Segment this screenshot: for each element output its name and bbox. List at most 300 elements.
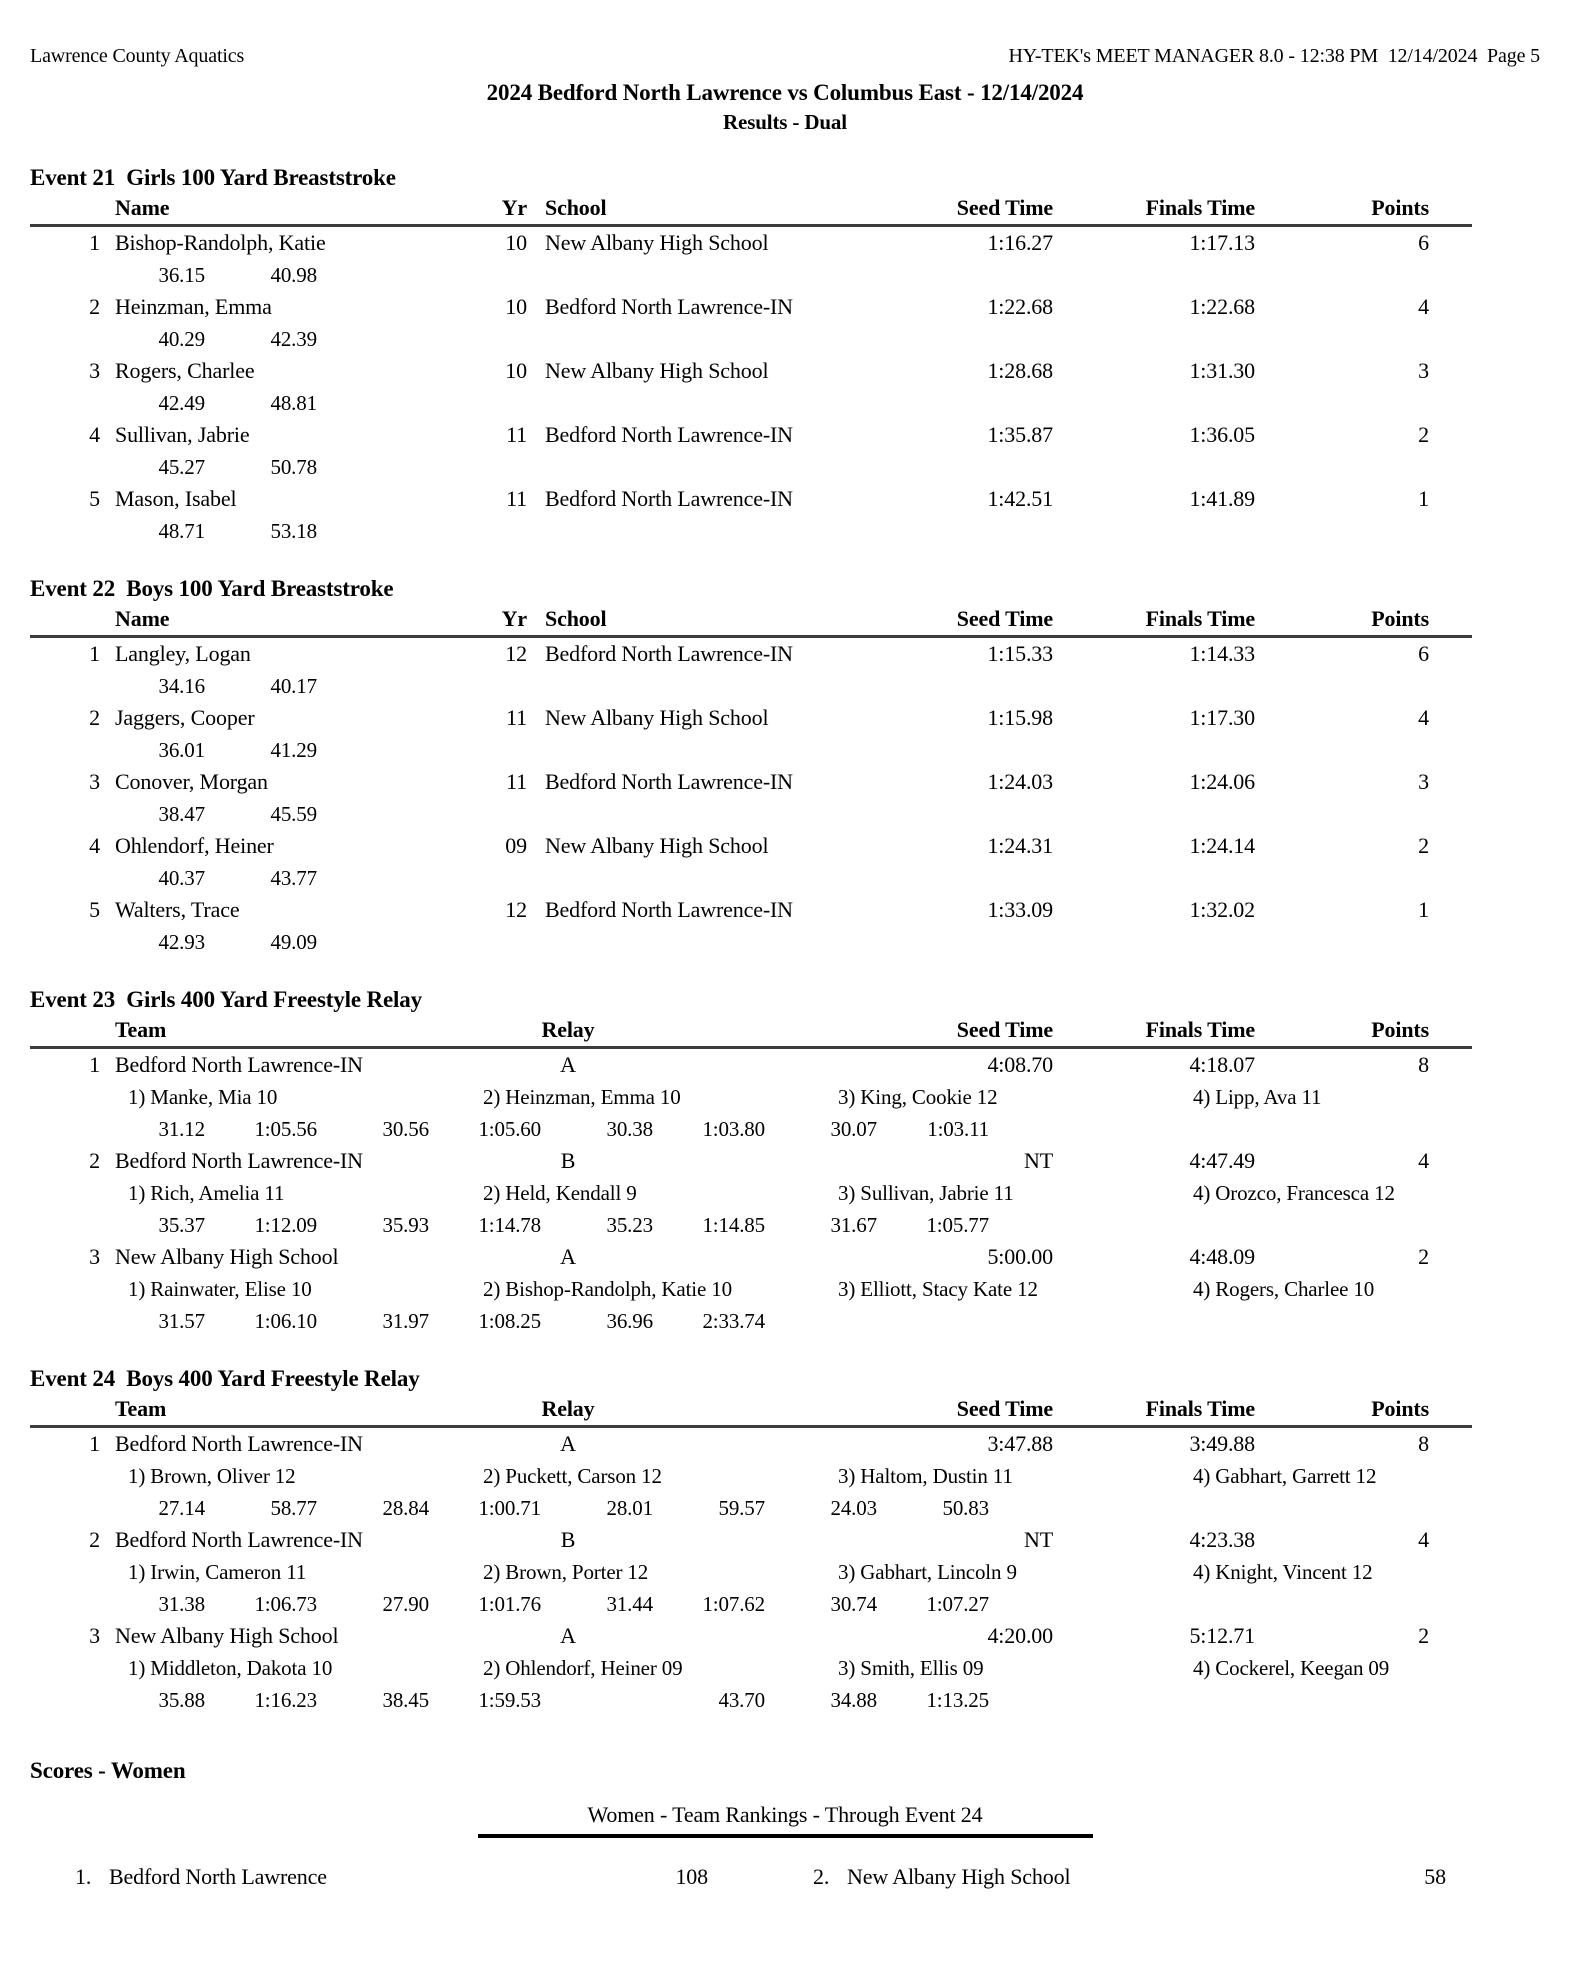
place-number: 2 [89, 705, 100, 730]
school-name: New Albany High School [545, 358, 769, 383]
header-school: School [545, 606, 607, 631]
relay-letter: B [560, 1148, 576, 1173]
split-time: 42.49 [158, 391, 205, 415]
event-title: Event 21 Girls 100 Yard Breaststroke [30, 165, 396, 190]
relay-letter: B [560, 1527, 576, 1552]
split-time: 1:03.80 [702, 1117, 765, 1141]
seed-time: 5:00.00 [987, 1244, 1053, 1269]
header-name: Name [115, 195, 170, 220]
split-time: 31.97 [382, 1309, 429, 1333]
split-time: 50.83 [942, 1496, 989, 1520]
relay-letter: A [560, 1052, 576, 1077]
finals-time: 1:36.05 [1189, 422, 1255, 447]
split-times-row [115, 798, 1540, 830]
split-time: 1:05.77 [926, 1213, 989, 1237]
place-number: 1 [89, 641, 100, 666]
swimmer-name: Heinzman, Emma [115, 294, 272, 319]
header-finals-time: Finals Time [1145, 1396, 1255, 1421]
result-row [30, 483, 1540, 547]
result-main-row [30, 1049, 1540, 1081]
swimmer-year: 11 [506, 769, 527, 794]
relay-swimmer: 3) King, Cookie 12 [838, 1085, 998, 1109]
result-row [30, 227, 1540, 291]
place-number: 2 [89, 1148, 100, 1173]
header-points: Points [1371, 1396, 1429, 1421]
points-value: 1 [1418, 486, 1429, 511]
split-time: 41.29 [270, 738, 317, 762]
relay-swimmer: 2) Held, Kendall 9 [483, 1181, 637, 1205]
relay-swimmer: 1) Manke, Mia 10 [128, 1085, 278, 1109]
split-time: 43.70 [718, 1688, 765, 1712]
finals-time: 4:47.49 [1189, 1148, 1255, 1173]
header-relay: Relay [541, 1396, 595, 1421]
split-time: 30.74 [830, 1592, 877, 1616]
place-number: 3 [89, 1244, 100, 1269]
result-main-row [30, 355, 1540, 387]
split-time: 1:01.76 [478, 1592, 541, 1616]
swimmer-year: 10 [505, 230, 527, 255]
finals-time: 1:41.89 [1189, 486, 1255, 511]
split-time: 38.45 [382, 1688, 429, 1712]
relay-result-row [30, 1428, 1540, 1524]
split-time: 35.93 [382, 1213, 429, 1237]
school-name: Bedford North Lawrence-IN [545, 294, 793, 319]
place-number: 1 [89, 1052, 100, 1077]
finals-time: 1:32.02 [1189, 897, 1255, 922]
points-value: 6 [1418, 230, 1429, 255]
event-title: Event 22 Boys 100 Yard Breaststroke [30, 576, 394, 601]
relay-swimmer: 4) Orozco, Francesca 12 [1193, 1181, 1395, 1205]
relay-swimmers-row [128, 1273, 1540, 1305]
points-value: 2 [1418, 1623, 1429, 1648]
relay-swimmer: 1) Middleton, Dakota 10 [128, 1656, 333, 1680]
relay-swimmer: 2) Puckett, Carson 12 [483, 1464, 662, 1488]
relay-swimmer: 4) Cockerel, Keegan 09 [1193, 1656, 1390, 1680]
team-name: New Albany High School [115, 1244, 339, 1269]
results-rows [30, 1428, 1540, 1716]
split-time: 1:59.53 [478, 1688, 541, 1712]
seed-time: 1:22.68 [987, 294, 1053, 319]
result-main-row [30, 638, 1540, 670]
split-time: 50.78 [270, 455, 317, 479]
split-time: 42.39 [270, 327, 317, 351]
school-name: Bedford North Lawrence-IN [545, 769, 793, 794]
points-value: 1 [1418, 897, 1429, 922]
points-value: 2 [1418, 833, 1429, 858]
results-table-header [30, 193, 1472, 227]
finals-time: 4:23.38 [1189, 1527, 1255, 1552]
relay-result-row [30, 1241, 1540, 1337]
split-times-row [115, 670, 1540, 702]
header-points: Points [1371, 606, 1429, 631]
results-rows [30, 1049, 1540, 1337]
split-time: 40.29 [158, 327, 205, 351]
team-name: Bedford North Lawrence-IN [115, 1148, 363, 1173]
team-score-entry [75, 1862, 708, 1892]
result-main-row [30, 894, 1540, 926]
seed-time: 1:33.09 [987, 897, 1053, 922]
header-school: School [545, 195, 607, 220]
seed-time: 1:42.51 [987, 486, 1053, 511]
split-time: 31.57 [158, 1309, 205, 1333]
split-time: 31.67 [830, 1213, 877, 1237]
split-time: 1:05.56 [254, 1117, 317, 1141]
place-number: 3 [89, 358, 100, 383]
relay-swimmer: 1) Rainwater, Elise 10 [128, 1277, 312, 1301]
split-time: 1:13.25 [926, 1688, 989, 1712]
relay-letter: A [560, 1623, 576, 1648]
split-time: 1:14.85 [702, 1213, 765, 1237]
swimmer-name: Rogers, Charlee [115, 358, 255, 383]
points-value: 8 [1418, 1052, 1429, 1077]
meet-title: 2024 Bedford North Lawrence vs Columbus East - 12/14/2024 [486, 80, 1084, 105]
header-finals-time: Finals Time [1145, 1017, 1255, 1042]
header-finals-time: Finals Time [1145, 195, 1255, 220]
split-time: 34.16 [158, 674, 205, 698]
swimmer-year: 10 [505, 294, 527, 319]
header-place-spacer [30, 604, 100, 634]
split-time: 24.03 [830, 1496, 877, 1520]
header-relay: Relay [541, 1017, 595, 1042]
split-time: 45.59 [270, 802, 317, 826]
relay-swimmers-row [128, 1177, 1540, 1209]
split-time: 58.77 [270, 1496, 317, 1520]
team-name: Bedford North Lawrence-IN [115, 1052, 363, 1077]
relay-swimmers-row [128, 1652, 1540, 1684]
event-22-section [30, 574, 1540, 958]
points-value: 6 [1418, 641, 1429, 666]
meet-manager-info: HY-TEK's MEET MANAGER 8.0 - 12:38 PM 12/14/2024 Page 5 [1008, 45, 1540, 67]
team-rank: 2. [813, 1864, 830, 1889]
result-main-row [30, 766, 1540, 798]
split-time: 28.84 [382, 1496, 429, 1520]
team-name: Bedford North Lawrence [109, 1864, 327, 1889]
school-name: New Albany High School [545, 833, 769, 858]
place-number: 2 [89, 294, 100, 319]
header-yr: Yr [501, 195, 527, 220]
header-finals-time: Finals Time [1145, 606, 1255, 631]
split-time: 1:06.10 [254, 1309, 317, 1333]
relay-swimmers-row [128, 1556, 1540, 1588]
team-rank: 1. [75, 1864, 92, 1889]
results-rows [30, 227, 1540, 547]
split-time: 31.44 [606, 1592, 653, 1616]
split-time: 42.93 [158, 930, 205, 954]
points-value: 8 [1418, 1431, 1429, 1456]
split-time: 49.09 [270, 930, 317, 954]
header-yr: Yr [501, 606, 527, 631]
event-24-section [30, 1364, 1540, 1716]
school-name: Bedford North Lawrence-IN [545, 897, 793, 922]
header-name: Name [115, 606, 170, 631]
finals-time: 1:22.68 [1189, 294, 1255, 319]
header-team: Team [115, 1017, 167, 1042]
points-value: 2 [1418, 422, 1429, 447]
finals-time: 1:14.33 [1189, 641, 1255, 666]
split-times-row [115, 1588, 1540, 1620]
swimmer-name: Mason, Isabel [115, 486, 237, 511]
finals-time: 3:49.88 [1189, 1431, 1255, 1456]
relay-swimmer: 1) Brown, Oliver 12 [128, 1464, 296, 1488]
header-team: Team [115, 1396, 167, 1421]
result-main-row [30, 702, 1540, 734]
result-main-row [30, 1145, 1540, 1177]
result-main-row [30, 1241, 1540, 1273]
points-value: 2 [1418, 1244, 1429, 1269]
relay-letter: A [560, 1244, 576, 1269]
results-table-header [30, 604, 1472, 638]
team-rankings-row [30, 1862, 1540, 1892]
relay-letter: A [560, 1431, 576, 1456]
points-value: 4 [1418, 294, 1429, 319]
relay-result-row [30, 1524, 1540, 1620]
points-value: 3 [1418, 358, 1429, 383]
school-name: Bedford North Lawrence-IN [545, 486, 793, 511]
school-name: Bedford North Lawrence-IN [545, 422, 793, 447]
relay-swimmer: 2) Brown, Porter 12 [483, 1560, 649, 1584]
result-row [30, 894, 1540, 958]
split-time: 40.17 [270, 674, 317, 698]
split-times-row [115, 259, 1540, 291]
swimmer-name: Langley, Logan [115, 641, 251, 666]
relay-swimmer: 1) Irwin, Cameron 11 [128, 1560, 307, 1584]
seed-time: NT [1023, 1527, 1053, 1552]
seed-time: 1:28.68 [987, 358, 1053, 383]
team-points: 108 [675, 1864, 708, 1889]
header-place-spacer [30, 193, 100, 223]
event-21-section [30, 163, 1540, 547]
relay-swimmers-row [128, 1460, 1540, 1492]
relay-result-row [30, 1049, 1540, 1145]
split-time: 40.37 [158, 866, 205, 890]
split-time: 30.56 [382, 1117, 429, 1141]
relay-swimmer: 4) Rogers, Charlee 10 [1193, 1277, 1375, 1301]
split-time: 1:05.60 [478, 1117, 541, 1141]
team-name: New Albany High School [847, 1864, 1071, 1889]
split-time: 36.15 [158, 263, 205, 287]
split-time: 27.90 [382, 1592, 429, 1616]
split-time: 2:33.74 [702, 1309, 765, 1333]
split-time: 35.23 [606, 1213, 653, 1237]
split-time: 1:06.73 [254, 1592, 317, 1616]
split-time: 1:12.09 [254, 1213, 317, 1237]
split-time: 34.88 [830, 1688, 877, 1712]
event-23-section [30, 985, 1540, 1337]
finals-time: 1:17.13 [1189, 230, 1255, 255]
finals-time: 1:24.14 [1189, 833, 1255, 858]
team-rankings-title: Women - Team Rankings - Through Event 24 [587, 1802, 983, 1827]
header-points: Points [1371, 1017, 1429, 1042]
finals-time: 1:31.30 [1189, 358, 1255, 383]
place-number: 5 [89, 897, 100, 922]
rankings-divider [478, 1834, 1093, 1838]
team-points: 58 [1424, 1864, 1446, 1889]
place-number: 4 [89, 422, 100, 447]
split-time: 1:03.11 [927, 1117, 989, 1141]
place-number: 4 [89, 833, 100, 858]
seed-time: 1:15.98 [987, 705, 1053, 730]
finals-time: 5:12.71 [1189, 1623, 1255, 1648]
split-time: 31.38 [158, 1592, 205, 1616]
split-time: 36.96 [606, 1309, 653, 1333]
result-main-row [30, 1428, 1540, 1460]
split-time: 31.12 [158, 1117, 205, 1141]
finals-time: 4:48.09 [1189, 1244, 1255, 1269]
page-header [30, 44, 1540, 68]
header-points: Points [1371, 195, 1429, 220]
relay-result-row [30, 1145, 1540, 1241]
relay-result-row [30, 1620, 1540, 1716]
swimmer-name: Sullivan, Jabrie [115, 422, 250, 447]
result-row [30, 702, 1540, 766]
swimmer-year: 11 [506, 486, 527, 511]
result-main-row [30, 227, 1540, 259]
result-row [30, 419, 1540, 483]
relay-swimmer: 4) Gabhart, Garrett 12 [1193, 1464, 1377, 1488]
split-time: 38.47 [158, 802, 205, 826]
seed-time: 1:16.27 [987, 230, 1053, 255]
points-value: 4 [1418, 705, 1429, 730]
split-time: 35.88 [158, 1688, 205, 1712]
results-table-header [30, 1394, 1472, 1428]
finals-time: 1:24.06 [1189, 769, 1255, 794]
relay-swimmer: 3) Haltom, Dustin 11 [838, 1464, 1013, 1488]
swimmer-name: Ohlendorf, Heiner [115, 833, 274, 858]
scores-heading: Scores - Women [30, 1758, 186, 1783]
result-main-row [30, 1524, 1540, 1556]
split-time: 45.27 [158, 455, 205, 479]
points-value: 3 [1418, 769, 1429, 794]
header-place-spacer [30, 1394, 100, 1424]
swimmer-year: 11 [506, 422, 527, 447]
result-row [30, 830, 1540, 894]
header-place-spacer [30, 1015, 100, 1045]
split-time: 40.98 [270, 263, 317, 287]
split-time [563, 1684, 653, 1716]
split-times-row [115, 1209, 1540, 1241]
result-main-row [30, 830, 1540, 862]
swimmer-year: 09 [505, 833, 527, 858]
relay-swimmer: 3) Sullivan, Jabrie 11 [838, 1181, 1014, 1205]
scores-women-section [30, 1756, 1540, 1892]
result-main-row [30, 419, 1540, 451]
organization-name: Lawrence County Aquatics [30, 45, 245, 67]
split-times-row [115, 926, 1540, 958]
result-row [30, 766, 1540, 830]
result-main-row [30, 483, 1540, 515]
swimmer-name: Jaggers, Cooper [115, 705, 255, 730]
header-seed-time: Seed Time [956, 195, 1053, 220]
relay-swimmer: 3) Elliott, Stacy Kate 12 [838, 1277, 1038, 1301]
result-main-row [30, 1620, 1540, 1652]
split-time: 28.01 [606, 1496, 653, 1520]
swimmer-name: Conover, Morgan [115, 769, 268, 794]
school-name: Bedford North Lawrence-IN [545, 641, 793, 666]
split-time: 53.18 [270, 519, 317, 543]
relay-swimmer: 3) Smith, Ellis 09 [838, 1656, 984, 1680]
split-time: 59.57 [718, 1496, 765, 1520]
finals-time: 4:18.07 [1189, 1052, 1255, 1077]
results-type: Results - Dual [723, 110, 847, 134]
split-time: 43.77 [270, 866, 317, 890]
relay-swimmer: 3) Gabhart, Lincoln 9 [838, 1560, 1017, 1584]
swimmer-year: 11 [506, 705, 527, 730]
split-time: 35.37 [158, 1213, 205, 1237]
seed-time: 1:35.87 [987, 422, 1053, 447]
points-value: 4 [1418, 1148, 1429, 1173]
place-number: 3 [89, 1623, 100, 1648]
place-number: 3 [89, 769, 100, 794]
swimmer-year: 12 [505, 897, 527, 922]
team-name: Bedford North Lawrence-IN [115, 1527, 363, 1552]
swimmer-name: Bishop-Randolph, Katie [115, 230, 326, 255]
results-rows [30, 638, 1540, 958]
split-time: 1:07.62 [702, 1592, 765, 1616]
split-times-row [115, 1113, 1540, 1145]
relay-swimmer: 4) Knight, Vincent 12 [1193, 1560, 1373, 1584]
split-time: 1:07.27 [926, 1592, 989, 1616]
relay-swimmer: 4) Lipp, Ava 11 [1193, 1085, 1322, 1109]
team-score-entry [813, 1862, 1446, 1892]
school-name: New Albany High School [545, 230, 769, 255]
split-times-row [115, 862, 1540, 894]
relay-swimmer: 2) Heinzman, Emma 10 [483, 1085, 681, 1109]
result-main-row [30, 291, 1540, 323]
result-row [30, 638, 1540, 702]
seed-time: NT [1023, 1148, 1053, 1173]
place-number: 2 [89, 1527, 100, 1552]
relay-swimmer: 2) Bishop-Randolph, Katie 10 [483, 1277, 732, 1301]
split-times-row [115, 1492, 1540, 1524]
place-number: 1 [89, 1431, 100, 1456]
team-name: Bedford North Lawrence-IN [115, 1431, 363, 1456]
split-time: 1:00.71 [478, 1496, 541, 1520]
split-time: 36.01 [158, 738, 205, 762]
relay-swimmer: 1) Rich, Amelia 11 [128, 1181, 285, 1205]
team-rankings-block [30, 1800, 1540, 1838]
split-time: 27.14 [158, 1496, 205, 1520]
split-times-row [115, 734, 1540, 766]
seed-time: 4:08.70 [987, 1052, 1053, 1077]
seed-time: 1:24.03 [987, 769, 1053, 794]
event-title: Event 24 Boys 400 Yard Freestyle Relay [30, 1366, 420, 1391]
relay-swimmer: 2) Ohlendorf, Heiner 09 [483, 1656, 683, 1680]
results-table-header [30, 1015, 1472, 1049]
split-time: 48.81 [270, 391, 317, 415]
swimmer-year: 12 [505, 641, 527, 666]
points-value: 4 [1418, 1527, 1429, 1552]
seed-time: 1:24.31 [987, 833, 1053, 858]
seed-time: 3:47.88 [987, 1431, 1053, 1456]
swimmer-year: 10 [505, 358, 527, 383]
seed-time: 4:20.00 [987, 1623, 1053, 1648]
split-times-row [115, 515, 1540, 547]
split-time: 48.71 [158, 519, 205, 543]
result-row [30, 291, 1540, 355]
relay-swimmers-row [128, 1081, 1540, 1113]
place-number: 5 [89, 486, 100, 511]
swimmer-name: Walters, Trace [115, 897, 240, 922]
split-times-row [115, 1684, 1540, 1716]
split-times-row [115, 387, 1540, 419]
result-row [30, 355, 1540, 419]
seed-time: 1:15.33 [987, 641, 1053, 666]
split-time: 1:14.78 [478, 1213, 541, 1237]
split-time: 1:16.23 [254, 1688, 317, 1712]
split-time: 30.38 [606, 1117, 653, 1141]
split-time: 1:08.25 [478, 1309, 541, 1333]
header-seed-time: Seed Time [956, 606, 1053, 631]
